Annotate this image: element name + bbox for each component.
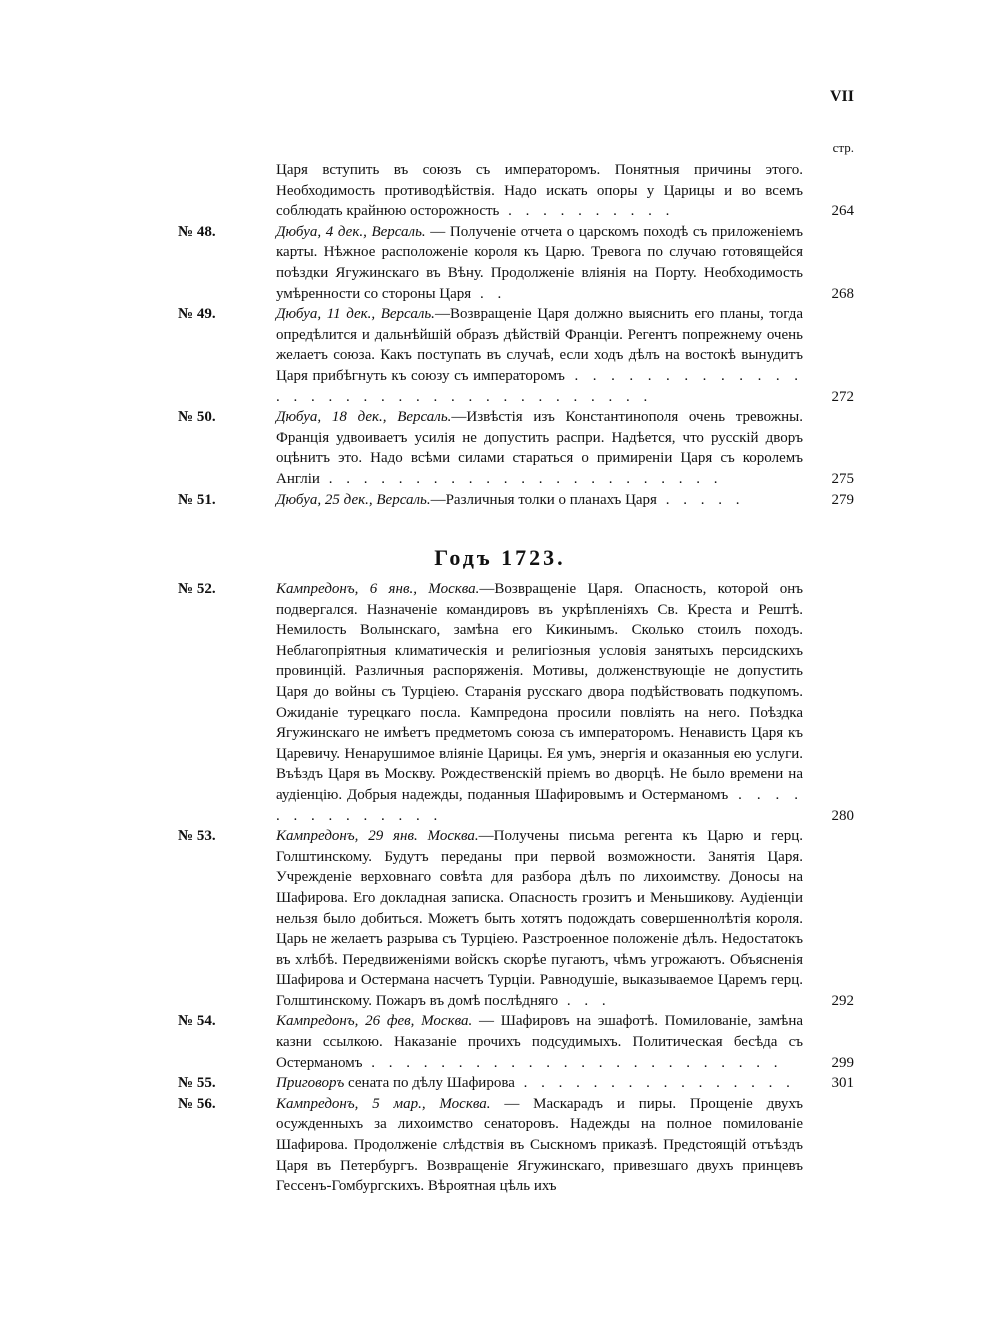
entry-author-date: Приговоръ — [276, 1075, 345, 1092]
document-number: № 50. — [178, 409, 216, 426]
document-number: № 56. — [178, 1095, 216, 1112]
pages-column-label: стр. — [832, 140, 854, 155]
entry-author-date: Дюбуа, 25 дек., Версаль. — [276, 491, 431, 508]
document-number: № 51. — [178, 491, 216, 508]
contents-entry — [178, 579, 854, 826]
entry-text: — Полученіе отчета о царскомъ походѣ съ приложеніемъ карты. Нѣжное расположеніе короля къ Царю. Тревога по случаю готовящейся поѣздки Ягужинскаго въ Вѣну. Продолженіе вліянія на Порту. Необходимость умѣренности со стороны Царя — [276, 223, 804, 302]
leader-dots: . . . — [558, 992, 611, 1009]
page-reference: 280 — [831, 807, 854, 824]
document-number: № 54. — [178, 1013, 216, 1030]
page-reference: 272 — [831, 388, 854, 405]
entry-summary — [276, 407, 803, 489]
leader-dots: . . . . . . . . . . . . . . . . . . . . . . . . — [362, 1054, 783, 1071]
entry-summary — [276, 222, 803, 304]
contents-entry — [178, 826, 854, 1011]
leader-dots: . . . . . — [656, 491, 745, 508]
entry-author-date: Дюбуа, 18 дек., Версаль. — [276, 409, 452, 426]
entry-summary — [276, 1094, 803, 1197]
contents-entry — [178, 1073, 854, 1094]
contents-block-1722 — [178, 160, 854, 510]
contents-entry — [178, 160, 854, 222]
entry-author-date: Дюбуа, 4 дек., Версаль. — [276, 223, 426, 240]
leader-dots: . . . . . . . . . . . . . . . . . . . . . . . . . . . . . . . . . . . — [276, 367, 804, 405]
page-reference: 279 — [831, 491, 854, 508]
document-number: № 55. — [178, 1075, 216, 1092]
page-reference: 299 — [831, 1054, 854, 1071]
entry-summary — [276, 160, 803, 222]
entry-text: Царя вступить въ союзъ съ императоромъ. Понятныя причины этого. Необходимость противодѣйствія. Надо искать опоры у Царицы и во всемъ соблюдать крайнюю осторожность — [276, 162, 803, 220]
entry-summary — [276, 1011, 803, 1073]
contents-block-1723 — [178, 579, 854, 1197]
page-reference: 292 — [831, 992, 854, 1009]
entry-text: —Различныя толки о планахъ Царя — [430, 491, 657, 508]
leader-dots: . . . . . . . . . . . . . . . . — [514, 1075, 795, 1092]
leader-dots: . . . . . . . . . . . . . . — [276, 786, 803, 824]
page-reference: 268 — [831, 285, 854, 302]
contents-entry — [178, 1094, 854, 1197]
entry-summary — [276, 579, 803, 826]
entry-text: — Маскарадъ и пиры. Прощеніе двухъ осужденныхъ за лихоимство сенаторовъ. Надежды на полное помилованіе Шафирова. Продолженіе слѣдствія въ Сыскномъ приказѣ. Предстоящій отъѣздъ Царя въ Петербургъ. Возвращеніе Ягужинскаго, привезшаго двухъ принцевъ Гессенъ-Гомбургскихъ. Вѣроятная цѣль ихъ — [276, 1095, 803, 1195]
document-number: № 52. — [178, 581, 216, 597]
contents-entry — [178, 304, 854, 407]
entry-text: —Извѣстія изъ Константинополя очень тревожны. Франція удвоиваетъ усилія не допустить распри. Надѣется, что русскій дворъ оцѣнитъ это. Надо всѣми силами стараться о примиреніи Царя съ королемъ Англіи — [276, 409, 804, 487]
year-heading: Годъ 1723. — [434, 545, 566, 570]
contents-entry — [178, 490, 854, 511]
page-reference: 301 — [831, 1075, 854, 1092]
entry-author-date: Кампредонъ, 29 янв. Москва. — [276, 828, 479, 845]
leader-dots: . . . . . . . . . . . . . . . . . . . . . . . — [319, 470, 723, 487]
entry-summary — [276, 826, 803, 1011]
entry-author-date: Кампредонъ, 6 янв., Москва. — [276, 581, 480, 597]
entry-author-date: Кампредонъ, 26 фев, Москва. — [276, 1013, 473, 1030]
entry-author-date: Дюбуа, 11 дек., Версаль. — [276, 306, 435, 323]
entry-text: —Возвращеніе Царя. Опасность, которой онъ подвергался. Назначеніе командировъ въ укрѣпленіяхъ Св. Креста и Рештѣ. Немилость Волынскаго, замѣна его Кикинымъ. Сколько стоилъ походъ. Неблагопріятныя климатическія и религіозныя условія занятыхъ персидскихъ провинцій. Различныя распоряженія. Мотивы, долженствующіе не допустить Царя до войны съ Турціею. Старанія русскаго двора подѣйствовать подкупомъ. Ожиданіе турецкаго посла. Кампредона просили повліять на него. Поѣздка Ягужинскаго не имѣетъ предметомъ союза съ императоромъ. Ненависть Царя къ Царевичу. Ненарушимое вліяніе Царицы. Ея умъ, энергія и оказанныя ею услуги. Въѣздъ Царя въ Москву. Рождественскій пріемъ во дворцѣ. Не было времени на аудіенцію. Добрыя надежды, поданныя Шафировымъ и Остерманомъ — [276, 581, 803, 803]
page-number: VII — [829, 88, 854, 105]
contents-entry — [178, 1011, 854, 1073]
entry-text: —Возвращеніе Царя должно выяснить его планы, тогда опредѣлится и дальнѣйшій образъ дѣйствій Франціи. Регентъ попрежнему очень желаетъ союза. Какъ поступать въ случаѣ, если ходъ дѣлъ на востокѣ вынудитъ Царя прибѣгнуть къ союзу съ императоромъ — [276, 306, 803, 384]
entry-summary — [276, 490, 803, 511]
entry-author-date: Кампредонъ, 5 мар., Москва. — [276, 1095, 491, 1112]
entry-summary — [276, 1073, 803, 1094]
entry-summary — [276, 304, 803, 407]
entry-text: —Получены письма регента къ Царю и герц. Голштинскому. Будутъ переданы при первой возможности. Занятія Царя. Учрежденіе верховнаго совѣта для разбора дѣлъ по лихоимству. Доносы на Шафирова. Его докладная записка. Опасность грозитъ и Меньшикову. Аудіенціи нельзя было добиться. Можетъ быть хотятъ подождать совершеннолѣтія короля. Царь не желаетъ разрыва съ Турціею. Разстроенное положеніе дѣлъ. Недостатокъ въ хлѣбѣ. Передвиженіями войскъ скорѣе пугаютъ, чѣмъ угрожаютъ. Объясненія Шафирова и Остермана насчетъ Турціи. Равнодушіе, выказываемое Царемъ герц. Голштинскому. Пожаръ въ домѣ послѣдняго — [276, 828, 803, 1009]
page-reference: 275 — [831, 470, 854, 487]
document-number: № 49. — [178, 306, 216, 323]
document-number: № 48. — [178, 223, 216, 240]
leader-dots: . . — [471, 285, 507, 302]
entry-text: — Шафировъ на эшафотѣ. Помилованіе, замѣна казни ссылкою. Наказаніе прочихъ подсудимыхъ. Политическая бесѣда съ Остерманомъ — [276, 1013, 803, 1071]
contents-entry — [178, 407, 854, 489]
document-number: № 53. — [178, 828, 216, 845]
contents-entry — [178, 222, 854, 304]
entry-text: сената по дѣлу Шафирова — [344, 1075, 515, 1092]
page-reference: 264 — [831, 203, 854, 220]
leader-dots: . . . . . . . . . . — [499, 203, 675, 220]
